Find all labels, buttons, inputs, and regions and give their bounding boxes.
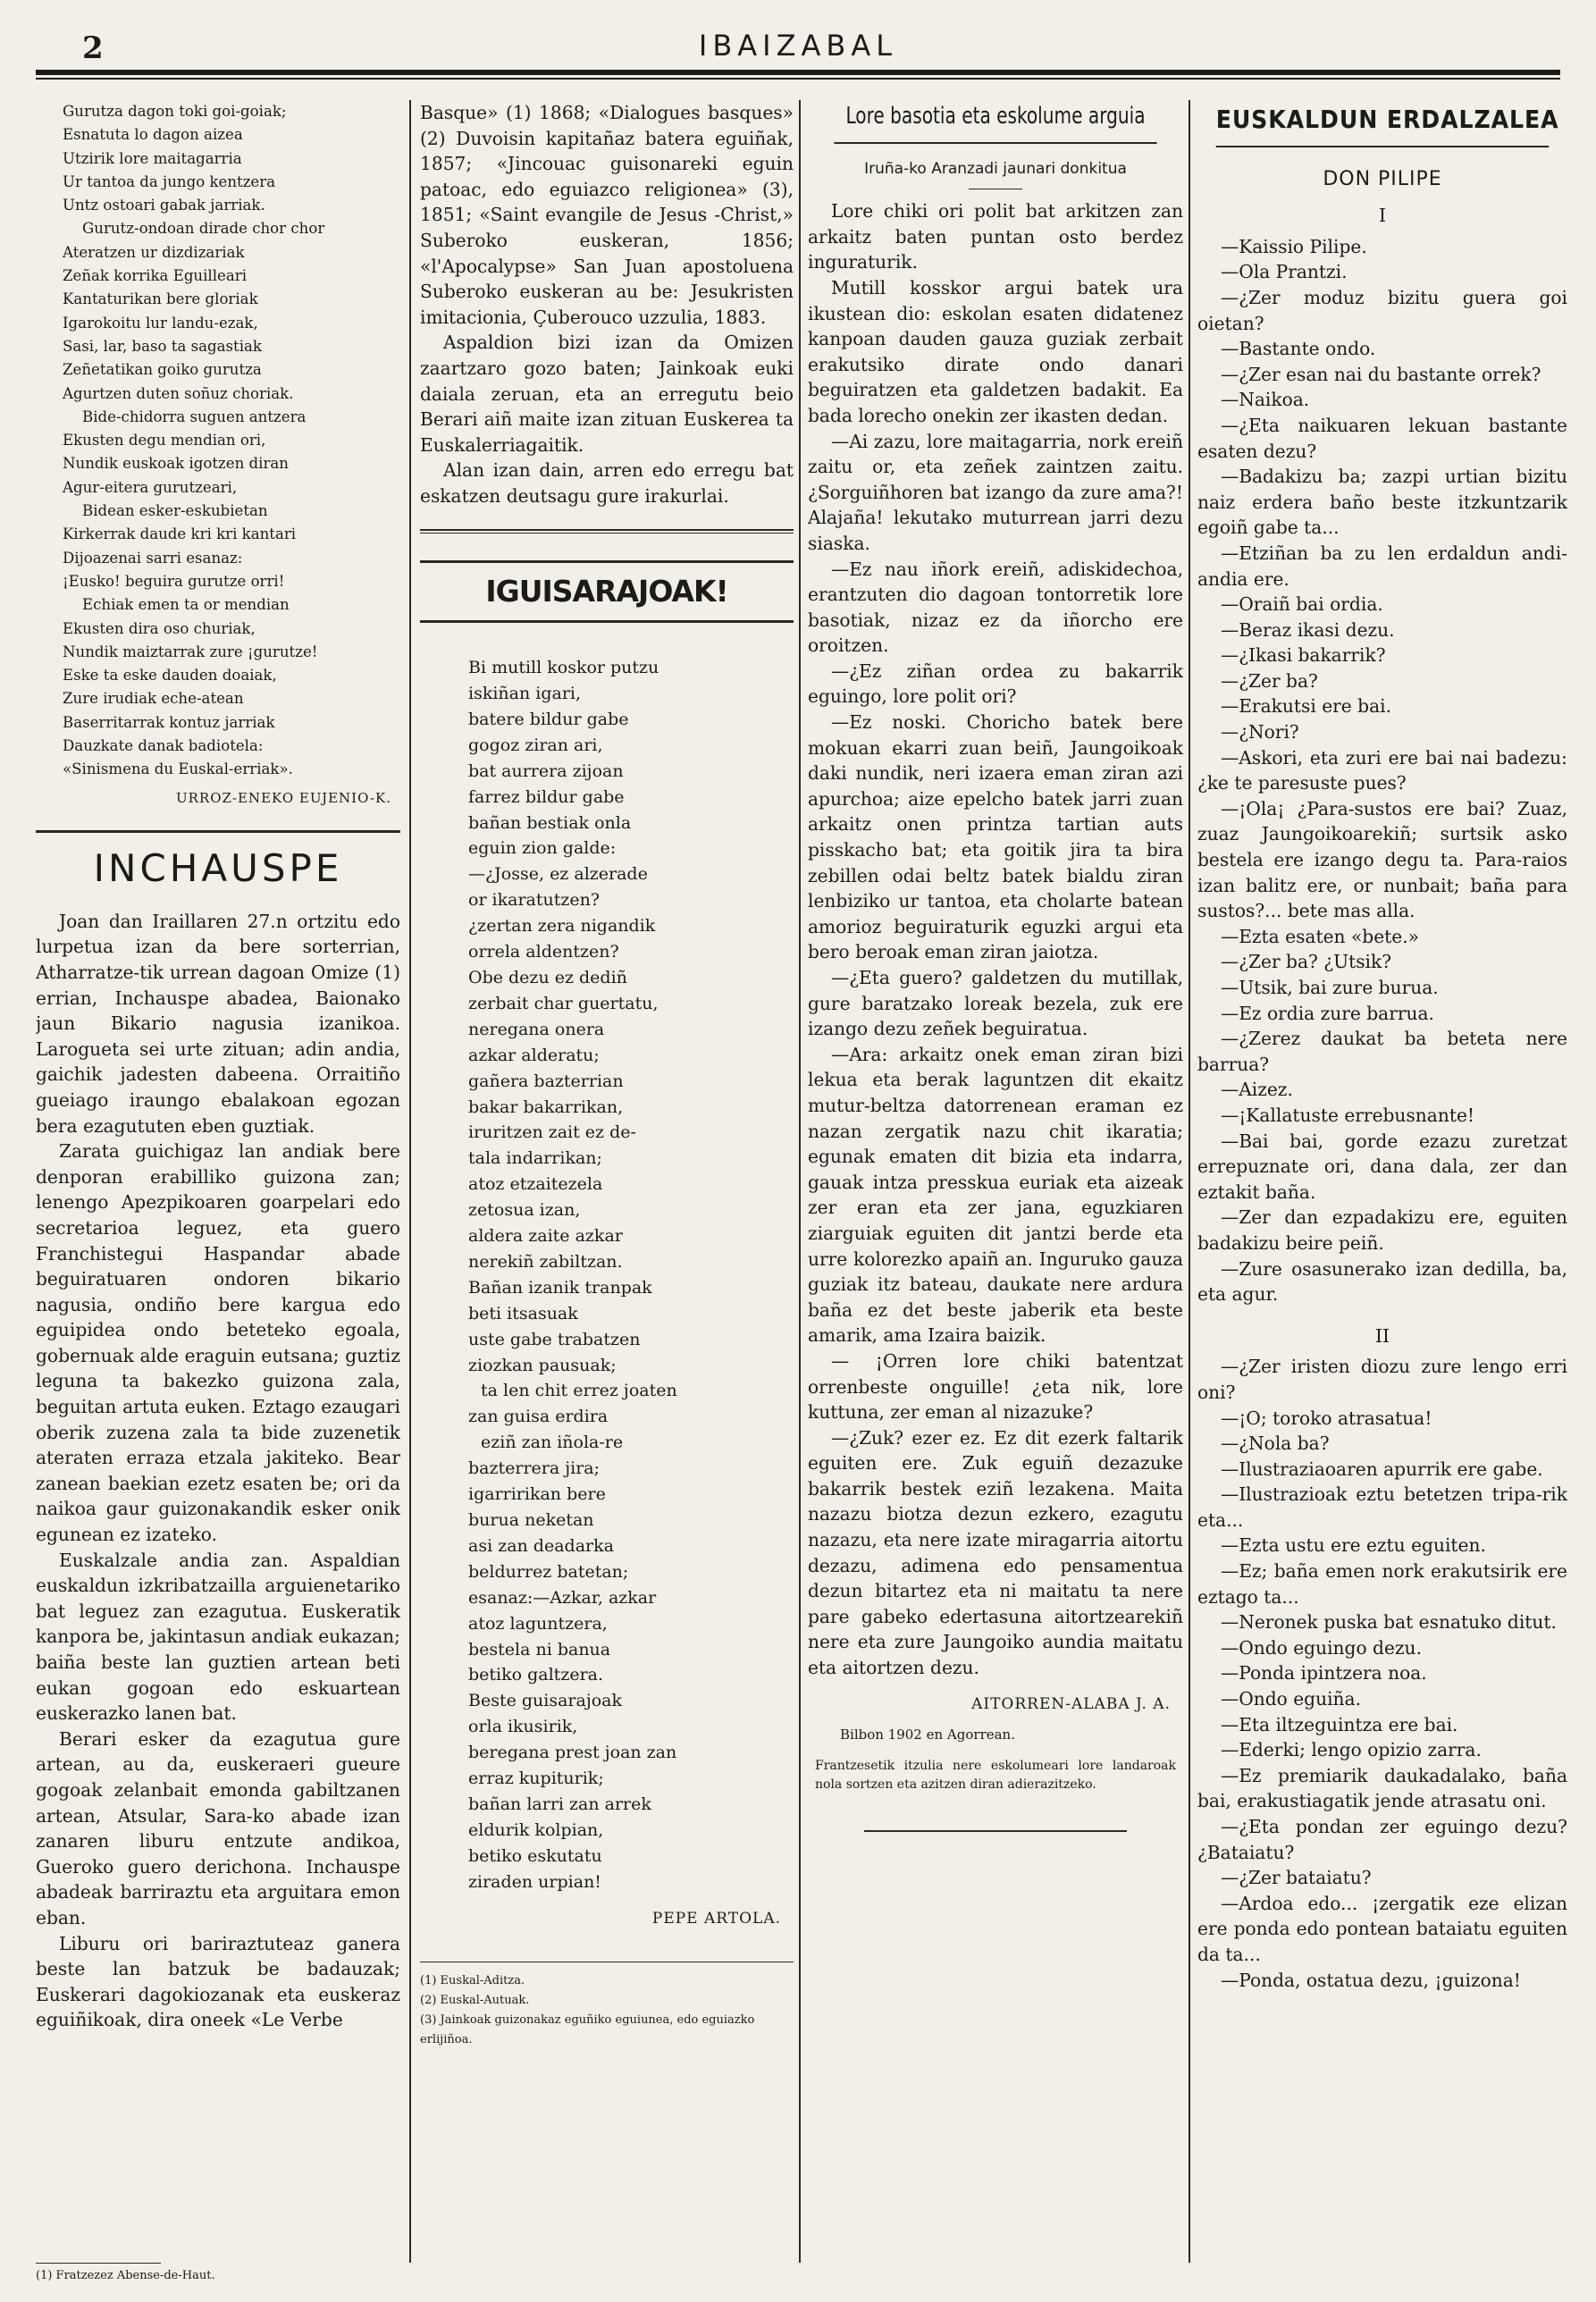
poem-line: Ekusten degu mendian ori, [63,432,266,449]
article-body-lore [808,198,1183,1680]
section-number: II [1375,1324,1390,1347]
dialog-line: —Ardoa edo... ¡zergatik eze elizan ere ponda edo pontean bataiatu eguiten da ta... [1197,1892,1567,1965]
paragraph: Aspaldion bizi izan da Omizen zaartzaro gozo baten; Jainkoak euki daiala zeruan, eta an erregutu beio Berari aiñ maite izan zituan Euskerea ta Euskalerriagaitik. [420,332,794,456]
poem-line: zan guisa erdira [468,1407,609,1427]
poem-line: bazterrera jira; [468,1458,601,1479]
poem-line: Zeñak korrika Eguilleari [63,267,247,285]
poem-line: Agurtzen duten soñuz choriak. [63,384,294,402]
dialog-line: —¿Nori? [1221,721,1299,744]
poem-author: PEPE ARTOLA. [651,1909,781,1928]
poem-line: ¡Eusko! beguira gurutze orri! [63,572,285,590]
date-line: Bilbon 1902 en Agorrean. [840,1726,1015,1743]
dialog-line: —Badakizu ba; zazpi urtian bizitu naiz erdera baño beste itzkuntzarik egoiñ gabe ta... [1197,466,1567,539]
poem-line: atoz laguntzera, [468,1613,608,1634]
poem-line: ziozkan pausuak; [468,1355,617,1375]
article-author: AITORREN-ALABA J. A. [971,1694,1171,1713]
dialog-line: —¡O; toroko atrasatua! [1221,1407,1432,1429]
poem-line: Untz ostoari gabak jarriak. [63,197,265,214]
poem-line: —¿Josse, ez alzerade [468,864,648,885]
page-number: 2 [82,30,104,66]
dialog-line: —Aizez. [1221,1079,1293,1101]
masthead: IBAIZABAL [698,29,898,63]
article-title-iguisarajoak: IGUISARAJOAK! [420,560,794,624]
dialog-line: —Erakutsi ere bai. [1221,695,1391,718]
poem-line: Dauzkate danak badiotela: [63,737,264,755]
poem-line: Ateratzen ur dizdizariak [63,243,245,261]
poem-line: iskiñan igari, [468,684,582,703]
dialog-line: —¿Nola ba? [1221,1432,1330,1455]
footnote: (1) Euskal-Aditza. [420,1974,525,1988]
poem-line: neregana onera [468,1019,605,1039]
poem-line: Echiak emen ta or mendian [82,596,290,614]
poem-line: betiko galtzera. [468,1665,604,1685]
dialog-line: —Ola Prantzi. [1221,261,1348,283]
poem-line: atoz etzaitezela [468,1174,603,1195]
dialog-line: —Eta iltzeguintza ere bai. [1221,1713,1458,1735]
dialog-section-2 [1197,1354,1567,1993]
dialog-line: —Ezta ustu ere eztu eguiten. [1221,1534,1486,1557]
poem-line: orrela aldentzen? [468,942,619,962]
paragraph: — ¡Orren lore chiki batentzat orrenbeste onguille! ¿eta nik, lore kuttuna, zer eman al nizazuke? [808,1349,1183,1424]
poem-line: or ikaratutzen? [468,890,601,911]
poem-line: beti itsasuak [468,1303,578,1323]
poem-line: iruritzen zait ez de- [468,1122,636,1143]
dialog-line: —¿Zer bataiatu? [1221,1867,1372,1889]
poem-line: aldera zaite azkar [468,1226,623,1247]
paragraph: —¿Eta guero? galdetzen du mutillak, gure baratzako loreak bezela, zuk ere izango dezu zeñek beguiratua. [808,967,1183,1040]
dialog-line: —Oraiñ bai ordia. [1221,593,1383,616]
poem-line: bañan bestiak onla [468,812,632,833]
paragraph: —¿Zuk? ezer ez. Ez dit ezerk faltarik eguiten ere. Zuk eguiñ dezazuke bakarrik bestek eziñ lezakena. Maita nazazu biotza dezun ezkero, ezagutu nazazu, eta nere izate miragarria aitortu dezazu, adimena edo pensamentua dezun bitartez eta ni maitatu ta nere pare gabeko edertasuna aitortzearekiñ nere eta zure Jaungoiko aundia maitatu eta aitortzen dezu. [808,1426,1183,1679]
dialog-line: —Ederki; lengo opizio zarra. [1221,1739,1482,1761]
article-title-euskaldun: EUSKALDUN ERDALZALEA [1216,100,1550,147]
paragraph: Mutill kosskor argui batek ura ikustean dio: eskolan esaten didatenez kanpoan dauden gauza guziak zerbait erakutsiko dirate ondo danari beguiratzen eta galdetzen badakit. Ea bada lorecho onekin zer ikasten dedan. [808,276,1183,426]
dialog-line: —Beraz ikasi dezu. [1221,618,1395,641]
poem-line: Esnatuta lo dagon aizea [63,126,243,144]
footnote: (3) Jainkoak guizonakaz eguñiko eguiunea, edo eguiazko erlijiñoa. [420,2013,755,2047]
poem-line: eldurik kolpian, [468,1819,604,1840]
column-divider [409,100,411,2263]
dialog-line: —¿Zer iristen diozu zure lengo erri oni? [1197,1356,1567,1403]
dialog-line: —Neronek puska bat esnatuko ditut. [1221,1611,1557,1634]
poem-line: beldurrez batetan; [468,1561,629,1582]
dialog-line: —¿Ikasi bakarrik? [1221,644,1386,667]
section-divider [36,830,400,833]
footnote: (2) Euskal-Autuak. [420,1994,530,2008]
poem-line: Gurutz-ondoan dirade chor chor [82,220,325,238]
paragraph: —Ez noski. Choricho batek bere mokuan ekarri zuan beiñ, Jaungoikoak daki nundik, neri izaera eman ziran azi apurchoa; aize epelcho batek jarri zuan arkaitz onen printza tartian auts pisskacho bat; eta goitik jira ta bira zebillen odai beltz batek bialdu ziran lenbiziko ur tantoa, eta cholarte batean amorioz beguiraturik eguzki argui eta bero beroak eman ziran jaiotza. [808,711,1183,963]
dialog-line: —Ez premiarik daukadalako, baña bai, erakustiagatik jende atrasatu oni. [1197,1764,1567,1812]
paragraph: Basque» (1) 1868; «Dialogues basques» (2) Duvoisin kapitañaz batera eguiñak, 1857; «Jincouac guisonareki eguin patoac, edo eguiazco religionea» (3), 1851; «Saint evangile de Jesus -Christ,» Suberoko euskeran, 1856; «l'Apocalypse» San Juan apostoluena Suberoko euskeran au be: Jesukristen imitacionia, Çuberouco uzzulia, 1883. [420,102,794,328]
dialog-section-1 [1197,234,1567,1307]
poem-line: erraz kupiturik; [468,1769,604,1789]
poem-line: asi zan deadarka [468,1535,614,1556]
dialog-line: —Ponda, ostatua dezu, ¡guizona! [1221,1969,1521,1991]
poem-line: beregana prest joan zan [468,1743,677,1763]
poem-line: Eske ta eske dauden doaiak, [63,667,277,685]
poem-line: zerbait char guertatu, [468,993,659,1013]
article-title-inchauspe: INCHAUSPE [93,846,343,891]
translation-note: Frantzesetik itzulia nere eskolumeari lore landaroak nola sortzen eta azitzen diran adierazitzeko. [815,1758,1176,1792]
dialog-line: —¿Zer ba? ¿Utsik? [1221,951,1392,973]
poem-line: Kantaturikan bere gloriak [63,290,258,308]
dialog-line: —Ezta esaten «bete.» [1221,925,1419,947]
article-body-inchauspe [36,909,400,2033]
dialog-line: —Ilustraziaoaren apurrik ere gabe. [1221,1458,1543,1480]
paragraph: Euskalzale andia zan. Aspaldian euskaldun izkribatzailla arguienetariko bat leguez zan ezagutua. Euskeratik kanpora be, jakintasun andiak eukazan; baiña beste lan guztien artean beti eukan gogoan edo eskuartean euskerazko lanen bat. [36,1549,400,1725]
section-divider [420,529,794,533]
dialog-line: —¿Zer ba? [1221,669,1318,692]
poem-line: azkar alderatu; [468,1045,600,1065]
poem-line: Beste guisarajoak [468,1691,623,1711]
poem-line: Baserritarrak kontuz jarriak [63,713,275,731]
poem-line: Bañan izanik tranpak [468,1277,652,1298]
paragraph: —¿Ez ziñan ordea zu bakarrik eguingo, lore polit ori? [808,660,1183,708]
footnotes [420,1962,794,2050]
column-4 [1197,100,1567,2281]
dialog-line: —¿Eta naikuaren lekuan bastante esaten dezu? [1197,414,1567,462]
column-3 [808,100,1183,2281]
poem-line: «Sinismena du Euskal-erriak». [63,760,293,778]
dialog-line: —Naikoa. [1221,389,1310,411]
poem-line: Nundik euskoak igotzen diran [63,455,289,473]
dialog-line: —¿Zer moduz bizitu guera goi oietan? [1197,286,1567,334]
dialog-line: —Ez; baña emen nork erakutsirik ere eztago ta... [1197,1560,1567,1608]
poem-line: ta len chit errez joaten [481,1381,677,1401]
poem-line: burua neketan [468,1510,594,1530]
poem-line: Utzirik lore maitagarria [63,149,242,167]
column-divider [1189,100,1190,2263]
section-number: I [1379,205,1386,227]
poem-line: bakar bakarrikan, [468,1096,624,1117]
dialog-line: —Ondo eguiña. [1221,1688,1362,1710]
poem-line: Bi mutill koskor putzu [468,658,659,678]
poem-line: bestela ni banua [468,1639,611,1659]
end-divider [864,1830,1127,1832]
poem-line: Bidean esker-eskubietan [82,502,268,520]
poem-line: Ur tantoa da jungo kentzera [63,172,276,190]
dialog-line: —Kaissio Pilipe. [1221,235,1367,257]
dedication: Iruña-ko Aranzadi jaunari donkitua [864,159,1127,178]
dialog-line: —Zure osasunerako izan dedilla, ba, eta agur. [1197,1257,1567,1306]
poem-line: Nundik maiztarrak zure ¡gurutze! [63,643,318,660]
poem-signature: URROZ-ENEKO EUJENIO-K. [175,789,391,806]
dialog-line: —¡Ola¡ ¿Para-sustos ere bai? Zuaz, zuaz Jaungoikoarekiñ; surtsik asko bestela ere izango degu ta. Para-raios izan balitz ere, or nunbait; baña para sustos?... bete mas alla. [1197,797,1567,922]
poem-iguisarajoak [420,655,794,1895]
poem-line: uste gabe trabatzen [468,1329,641,1349]
poem-line: Igarokoitu lur landu-ezak, [63,314,258,332]
poem-line: bañan larri zan arrek [468,1794,651,1814]
poem-line: nerekiñ zabiltzan. [468,1251,623,1272]
poem-line: gañera bazterrian [468,1071,624,1091]
dialog-line: —Askori, eta zuri ere bai nai badezu: ¿ke te paresuste pues? [1197,746,1567,794]
poem-line: Sasi, lar, baso ta sagastiak [63,337,262,355]
paragraph: —Ara: arkaitz onek eman ziran bizi lekua eta berak laguntzen dit ekaitz mutur-beltza datorrenean eraman ez nazan zergatik nazu chit ikaratia; egunak ematen dit bizia eta indarra, gauak intza presskua euriak eta aizeak zer eran eta zer jana, eguzkiaren ziarguiak eguiten dit jantzi berde eta urre kolorezko apaiñ an. Inguruko gauza guziak itz bateau, daukate nere ardura baña ez det beste jaberik eta beste amarik, ama Izaira baizik. [808,1043,1183,1347]
poem-line: tala indarrikan; [468,1148,602,1169]
header-rule [36,70,1560,80]
dialog-line: —¡Kallatuste errebusnante! [1221,1104,1475,1126]
poem-line: orla ikusirik, [468,1717,578,1737]
poem-line: farrez bildur gabe [468,786,625,807]
paragraph: Liburu ori bariraztuteaz ganera beste lan batzuk be badauzak; Euskerari dagokiozanak eta euskeraz eguiñikoak, dira oneek «Le Verbe [36,1932,400,2031]
poem-line: igarririkan bere [468,1484,606,1505]
dialog-line: —Ez ordia zure barrua. [1221,1002,1434,1024]
poem-line: ziraden urpian! [468,1871,601,1892]
dialog-line: —Etziñan ba zu len erdaldun andi-andia ere. [1197,542,1567,590]
poem-line: Kirkerrak daude kri kri kantari [63,525,297,543]
poem-line: Zeñetatikan goiko gurutza [63,361,262,379]
poem-gurutza [36,100,400,782]
paragraph: Zarata guichigaz lan andiak bere denporan erabilliko guizona zan; lenengo Apezpikoaren goarpelari edo secretarioa leguez, eta guero Franchistegui Haspandar abade beguiratuaren ondoren bikario nagusia, ondiño bere kargua edo eguipidea ondo beteteko egoala, gobernuak alde eraguin eutsana; guztiz leguna ta bakezko guizona zala, beguitan artuta euken. Eztago ezaugari oberik zuzena zala ta bide zuzenetik ateraten erraza etzala jakiteko. Bear zanean baekian ezetz esaten be; ori da naikoa gaur guizonakandik esker onik egunean ez izateko. [36,1140,400,1546]
paragraph: Lore chiki ori polit bat arkitzen zan arkaitz baten puntan osto berdez inguraturik. [808,200,1183,273]
poem-line: Obe dezu ez dediñ [468,967,627,987]
article-subtitle: DON PILIPE [1323,167,1442,190]
dialog-line: —Zer dan ezpadakizu ere, eguiten badakizu beire peiñ. [1197,1206,1567,1254]
paragraph: —Ai zazu, lore maitagarria, nork ereiñ zaitu or, eta zeñek zaintzen zaitu. ¿Sorguiñhoren bat izango da zure ama?! Alajaña! lekutako muturrean jarri dezu siaska. [808,430,1183,554]
dialog-line: —Ilustrazioak eztu betetzen tripa-rik eta... [1197,1483,1567,1531]
column-divider [799,100,801,2263]
footnote: (1) Fratzezez Abense-de-Haut. [36,2263,161,2282]
column-2 [420,100,794,2281]
poem-line: betiko eskutatu [468,1845,602,1866]
poem-line: Ekusten dira oso churiak, [63,619,256,637]
paragraph: Berari esker da ezagutua gure artean, au da, euskeraeri gueure gogoak zelanbait emonda gabiltzanen artean, Atsular, Sara-ko abade izan zanaren liburu entzute andikoa, Gueroko guero derichona. Inchauspe abadeak barriraztu eta arguitara emon eban. [36,1727,400,1928]
dialog-line: —¿Zerez daukat ba beteta nere barrua? [1197,1028,1567,1075]
poem-line: gogoz ziran ari, [468,735,603,755]
paragraph: Alan izan dain, arren edo erregu bat eskatzen deutsagu gure irakurlai. [420,459,794,507]
dialog-line: —Ondo eguingo dezu. [1221,1636,1422,1659]
paragraph: —Ez nau iñork ereiñ, adiskidechoa, erantzuten dio dagoan tontorretik lore basotiak, nizaz ez da iñorcho ere oroitzen. [808,558,1183,657]
poem-line: esanaz:—Azkar, azkar [468,1587,657,1608]
poem-line: bat aurrera zijoan [468,760,624,781]
poem-line: Zure irudiak eche-atean [63,690,244,708]
poem-line: Dijoazenai sarri esanaz: [63,549,243,567]
poem-line: Agur-eitera gurutzeari, [63,478,238,496]
poem-line: eziñ zan iñola-re [481,1432,624,1453]
dialog-line: —Ponda ipintzera noa. [1221,1662,1427,1684]
dialog-line: —¿Zer esan nai du bastante orrek? [1221,363,1541,385]
dialog-line: —¿Eta pondan zer eguingo dezu? ¿Bataiatu? [1197,1816,1567,1863]
poem-line: zetosua izan, [468,1200,581,1221]
article-title-lore: Lore basotia eta eskolume arguia [834,100,1156,144]
paragraph: Joan dan Iraillaren 27.n ortzitu edo lurpetua izan da bere sorterrian, Atharratze-tik urrean dagoan Omize (1) errian, Inchauspe abadea, Baionako jaun Bikario nagusia izanikoa. Larogueta sei urte zituan; adin andia, gaichik jadesten dabeena. Orraitiño gueiago iraungo ebalakoan egozan bera ezagututen eben guztiak. [36,910,400,1137]
dialog-line: —Bastante ondo. [1221,338,1376,360]
column-1 [36,100,400,2281]
poem-line: ¿zertan zera nigandik [468,916,656,937]
dialog-line: —Utsik, bai zure burua. [1221,977,1439,998]
dialog-line: —Bai bai, gorde ezazu zuretzat errepuznate ori, dana dala, zer dan eztakit baña. [1197,1130,1567,1203]
poem-line: Gurutza dagon toki goi-goiak; [63,103,287,120]
poem-line: Bide-chidorra suguen antzera [82,407,307,425]
poem-line: batere bildur gabe [468,709,629,729]
poem-line: eguin zion galde: [468,838,617,859]
